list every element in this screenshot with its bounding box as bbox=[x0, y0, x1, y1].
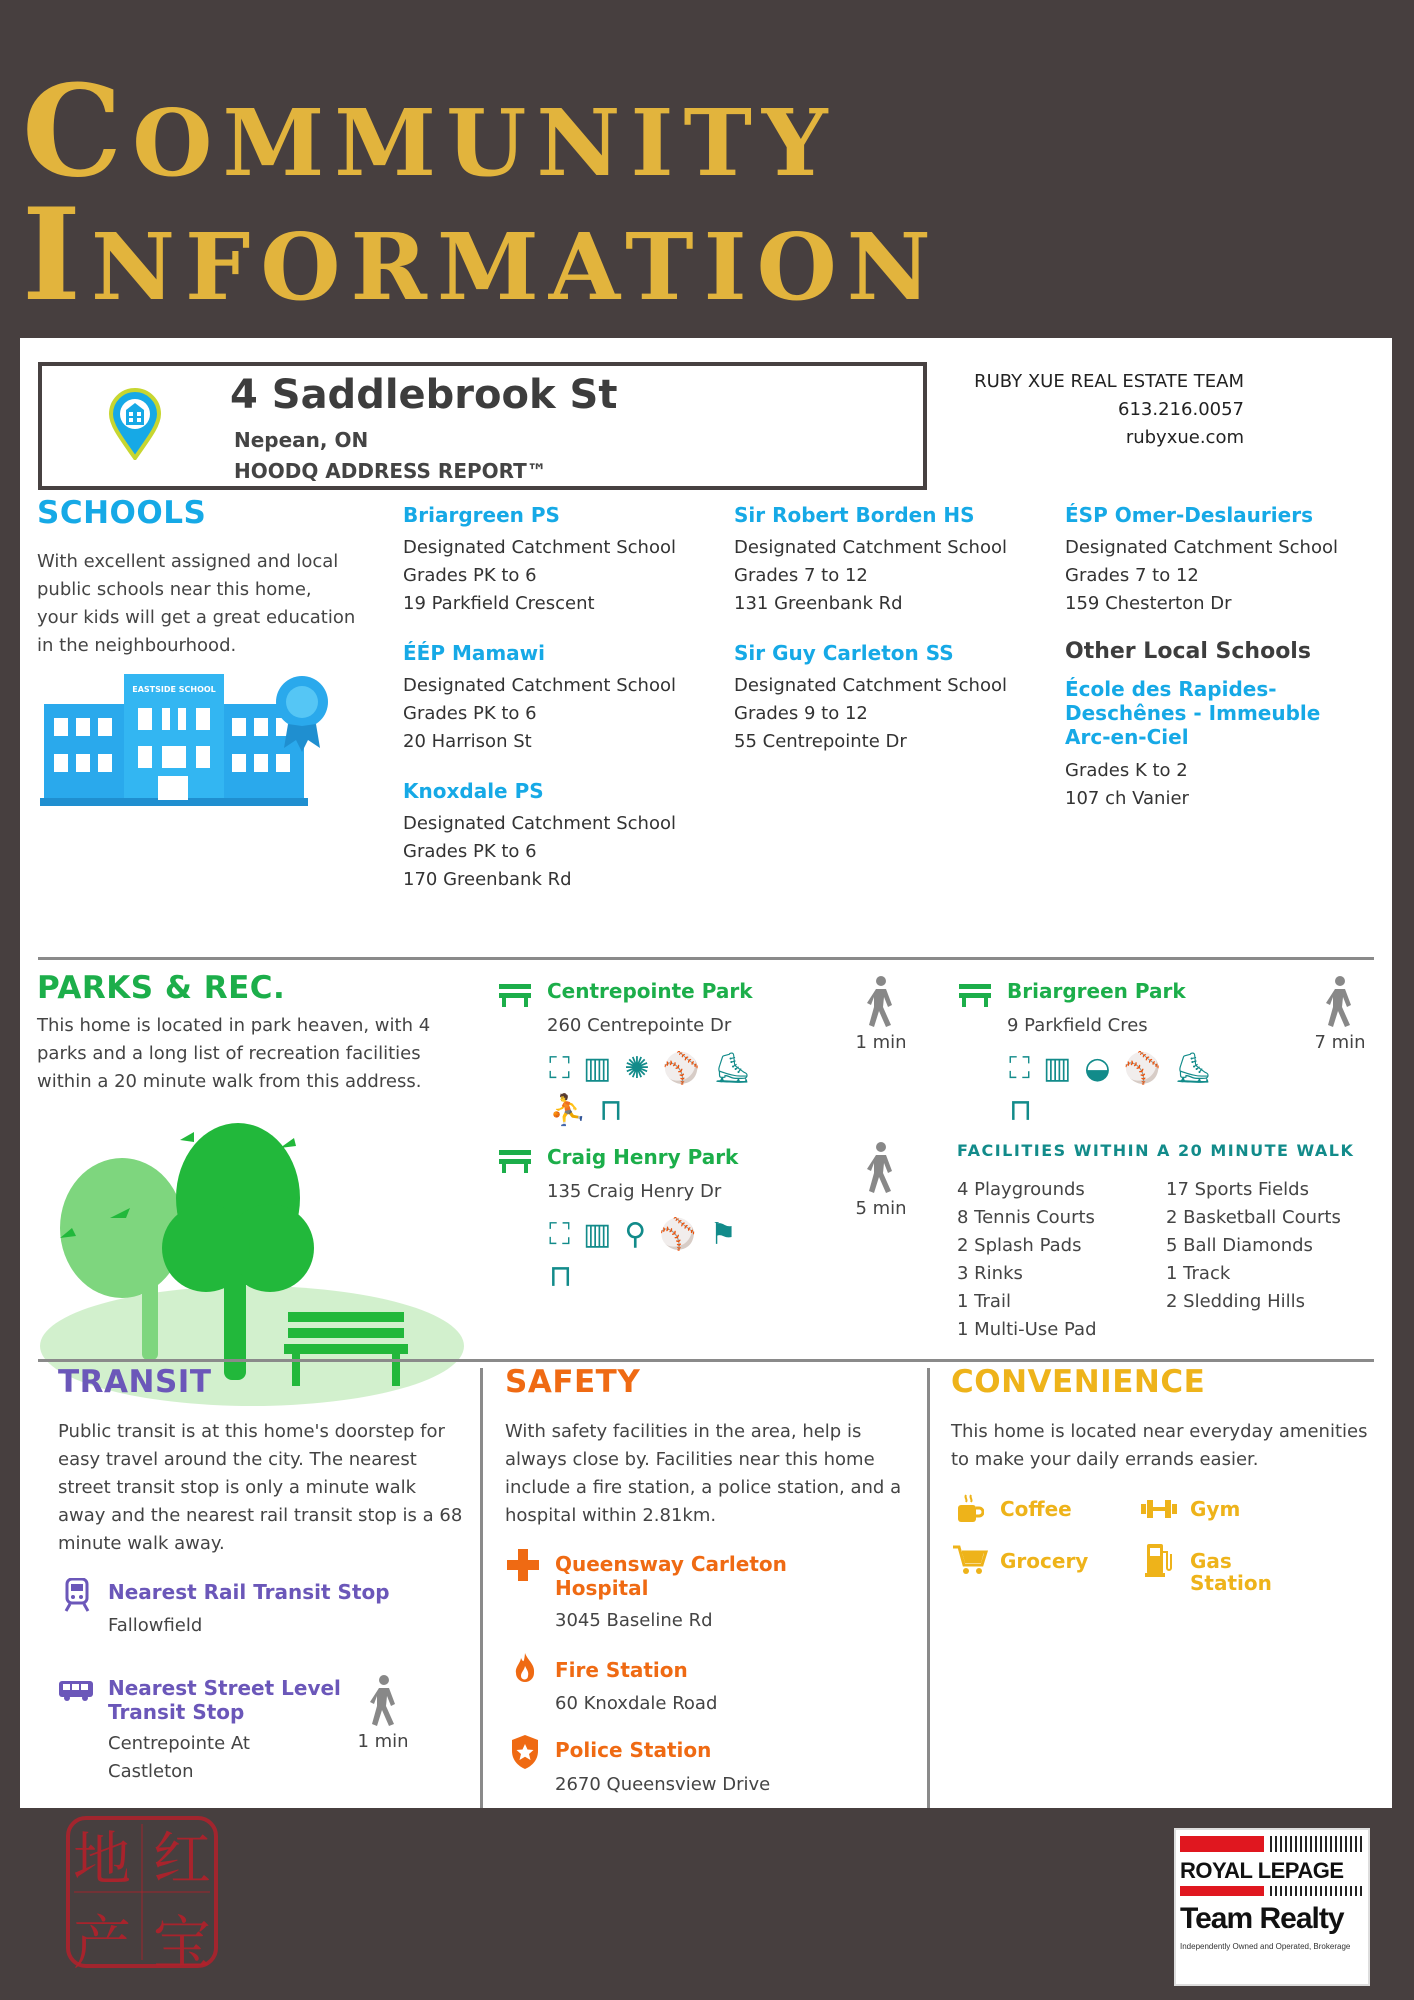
rink-icon: ⛸ bbox=[1173, 1051, 1225, 1086]
school-sign: EASTSIDE SCHOOL bbox=[132, 685, 216, 694]
school-name[interactable]: Knoxdale PS bbox=[403, 779, 544, 803]
agent-team: RUBY XUE REAL ESTATE TEAM bbox=[974, 371, 1244, 392]
multi-use-pad-icon: ⊓ bbox=[1009, 1093, 1046, 1128]
track-icon: ⚑ bbox=[709, 1217, 750, 1252]
rail-stop-label[interactable]: Nearest Rail Transit Stop bbox=[108, 1580, 390, 1604]
schools-description: With excellent assigned and local public schools near this home, your kids will get a great education in the neighbourhood. bbox=[37, 551, 356, 656]
logo-tagline: Independently Owned and Operated, Brokerage bbox=[1180, 1942, 1351, 1951]
coffee-icon bbox=[956, 1494, 984, 1524]
school-address: 107 ch Vanier bbox=[1065, 788, 1189, 809]
tennis-court-icon: ⚲ bbox=[624, 1217, 660, 1252]
property-address: 4 Saddlebrook St bbox=[230, 372, 618, 418]
walk-time-centrepointe: 1 min bbox=[855, 1032, 907, 1053]
ball-diamond-icon: ⚾ bbox=[662, 1051, 713, 1086]
parks-title: PARKS & REC. bbox=[37, 970, 286, 1006]
facility-item: 1 Multi-Use Pad bbox=[957, 1319, 1097, 1340]
park-name-centrepointe[interactable]: Centrepointe Park bbox=[547, 979, 753, 1003]
fire-station-address: 60 Knoxdale Road bbox=[555, 1693, 718, 1714]
park-address-centrepointe: 260 Centrepointe Dr bbox=[547, 1015, 732, 1036]
ball-diamond-icon: ⚾ bbox=[659, 1217, 710, 1252]
royal-lepage-logo bbox=[1174, 1828, 1370, 1986]
walking-person-icon bbox=[366, 1674, 402, 1726]
school-address: 20 Harrison St bbox=[403, 731, 532, 752]
multi-use-pad-icon: ⊓ bbox=[549, 1259, 586, 1294]
school-grades: Grades PK to 6 bbox=[403, 565, 537, 586]
page-title-line2 bbox=[22, 181, 941, 329]
facility-item: 17 Sports Fields bbox=[1166, 1179, 1309, 1200]
school-name[interactable]: ÉÉP Mamawi bbox=[403, 641, 546, 665]
safety-description: With safety facilities in the area, help is always close by. Facilities near this home include a fire station, a police station, and a hospital within 2.81km. bbox=[505, 1421, 902, 1526]
walk-time-street-stop: 1 min bbox=[357, 1731, 409, 1752]
grocery-label[interactable]: Grocery bbox=[1000, 1549, 1089, 1573]
basketball-court-icon: ◒ bbox=[1084, 1051, 1124, 1086]
splash-pad-icon: ✺ bbox=[624, 1051, 663, 1086]
rail-stop-value: Fallowfield bbox=[108, 1615, 203, 1636]
seal-character: 红 bbox=[152, 1825, 211, 1893]
school-type: Designated Catchment School bbox=[403, 675, 676, 696]
school-other-local bbox=[1065, 677, 1365, 813]
park-address-briargreen: 9 Parkfield Cres bbox=[1007, 1015, 1148, 1036]
divider bbox=[38, 957, 1374, 960]
street-stop-label-line2: Transit Stop bbox=[108, 1700, 245, 1724]
divider-vertical bbox=[927, 1368, 930, 1808]
convenience-description: This home is located near everyday amenities to make your daily errands easier. bbox=[951, 1421, 1368, 1470]
logo-team-realty: Team Realty bbox=[1180, 1902, 1344, 1935]
school-grades: Grades 7 to 12 bbox=[734, 565, 868, 586]
title-initial-i: I bbox=[22, 181, 91, 329]
craig-henry-facility-icons bbox=[549, 1214, 849, 1304]
seal-character: 宝 bbox=[152, 1909, 211, 1977]
facility-item: 5 Ball Diamonds bbox=[1166, 1235, 1313, 1256]
school-address: 55 Centrepointe Dr bbox=[734, 731, 907, 752]
school-sir-guy-carleton bbox=[734, 641, 1034, 756]
report-title: HOODQ ADDRESS REPORT™ bbox=[234, 459, 547, 483]
park-name-craig-henry[interactable]: Craig Henry Park bbox=[547, 1145, 739, 1169]
facility-item: 2 Splash Pads bbox=[957, 1235, 1082, 1256]
street-stop-value-line1: Centrepointe At bbox=[108, 1733, 250, 1754]
facility-item: 1 Trail bbox=[957, 1291, 1011, 1312]
facility-item: 2 Sledding Hills bbox=[1166, 1291, 1305, 1312]
hospital-label-line1: Queensway Carleton bbox=[555, 1552, 787, 1576]
logo-stripe-graphic bbox=[1180, 1886, 1364, 1898]
seal-character: 地 bbox=[72, 1825, 131, 1893]
hospital-label-line2: Hospital bbox=[555, 1576, 649, 1600]
police-badge-icon bbox=[510, 1734, 540, 1770]
sports-field-icon: ▥ bbox=[1043, 1051, 1085, 1086]
park-address-craig-henry: 135 Craig Henry Dr bbox=[547, 1181, 722, 1202]
school-grades: Grades 7 to 12 bbox=[1065, 565, 1199, 586]
report-card bbox=[20, 338, 1392, 1808]
facility-item: 3 Rinks bbox=[957, 1263, 1023, 1284]
bus-icon bbox=[58, 1680, 94, 1702]
school-address: 159 Chesterton Dr bbox=[1065, 593, 1232, 614]
multi-use-pad-icon: ⊓ bbox=[599, 1093, 636, 1128]
fire-station-label[interactable]: Fire Station bbox=[555, 1658, 688, 1682]
trail-icon: ⛹ bbox=[549, 1093, 600, 1128]
school-type: Designated Catchment School bbox=[734, 537, 1007, 558]
parks-description: This home is located in park heaven, with 4 parks and a long list of recreation facilities within a 20 minute walk from this address. bbox=[37, 1015, 431, 1092]
walk-time-craig-henry: 5 min bbox=[855, 1198, 907, 1219]
logo-brand: ROYAL LEPAGE bbox=[1180, 1858, 1344, 1883]
divider bbox=[38, 1359, 1374, 1362]
street-stop-value-line2: Castleton bbox=[108, 1761, 194, 1782]
playground-icon: ⛶ bbox=[1009, 1051, 1043, 1086]
walking-person-icon bbox=[863, 975, 899, 1027]
walking-person-icon bbox=[1322, 975, 1358, 1027]
playground-icon: ⛶ bbox=[549, 1217, 583, 1252]
bench-icon bbox=[958, 982, 992, 1008]
school-esp-omer-deslauriers bbox=[1065, 503, 1375, 618]
park-name-briargreen[interactable]: Briargreen Park bbox=[1007, 979, 1186, 1003]
school-name[interactable]: École des Rapides-Deschênes - Immeuble Arc-en-Ciel bbox=[1065, 677, 1321, 749]
school-grades: Grades PK to 6 bbox=[403, 703, 537, 724]
school-grades: Grades PK to 6 bbox=[403, 841, 537, 862]
divider-vertical bbox=[480, 1368, 483, 1808]
street-stop-label[interactable] bbox=[108, 1676, 341, 1724]
street-stop-value bbox=[108, 1730, 250, 1786]
gym-icon bbox=[1140, 1498, 1178, 1520]
walking-person-icon bbox=[863, 1141, 899, 1193]
school-briargreen bbox=[403, 503, 703, 618]
fire-icon bbox=[514, 1652, 536, 1684]
school-eep-mamawi bbox=[403, 641, 703, 756]
walk-time-briargreen: 7 min bbox=[1314, 1032, 1366, 1053]
title-rest-1: OMMUNITY bbox=[132, 89, 838, 197]
school-type: Designated Catchment School bbox=[1065, 537, 1338, 558]
gas-station-icon bbox=[1144, 1542, 1172, 1578]
convenience-title: CONVENIENCE bbox=[951, 1364, 1206, 1400]
page-title-line1 bbox=[22, 57, 838, 205]
location-pin-icon bbox=[108, 388, 162, 460]
train-icon bbox=[64, 1578, 90, 1612]
rink-icon: ⛸ bbox=[712, 1051, 764, 1086]
facilities-left-list bbox=[957, 1176, 1157, 1344]
agent-phone: 613.216.0057 bbox=[1118, 399, 1244, 420]
facility-item: 4 Playgrounds bbox=[957, 1179, 1085, 1200]
title-rest-2: NFORMATION bbox=[90, 213, 941, 321]
hospital-label[interactable] bbox=[555, 1552, 787, 1600]
school-address: 170 Greenbank Rd bbox=[403, 869, 572, 890]
gas-station-label[interactable] bbox=[1190, 1550, 1272, 1594]
facilities-title: FACILITIES WITHIN A 20 MINUTE WALK bbox=[957, 1141, 1355, 1160]
school-address: 19 Parkfield Crescent bbox=[403, 593, 595, 614]
facility-item: 2 Basketball Courts bbox=[1166, 1207, 1341, 1228]
playground-icon: ⛶ bbox=[549, 1051, 583, 1086]
centrepointe-facility-icons bbox=[549, 1048, 849, 1138]
briargreen-facility-icons bbox=[1009, 1048, 1309, 1138]
gas-station-label-line1: Gas bbox=[1190, 1549, 1232, 1573]
agent-website: rubyxue.com bbox=[1125, 427, 1244, 448]
safety-title: SAFETY bbox=[505, 1364, 641, 1400]
chinese-seal bbox=[62, 1812, 222, 1977]
bench-icon bbox=[498, 1148, 532, 1174]
school-knoxdale bbox=[403, 779, 703, 894]
school-grades: Grades 9 to 12 bbox=[734, 703, 868, 724]
school-type: Designated Catchment School bbox=[403, 813, 676, 834]
ball-diamond-icon: ⚾ bbox=[1123, 1051, 1174, 1086]
seal-character: 产 bbox=[72, 1909, 131, 1977]
coffee-label[interactable]: Coffee bbox=[1000, 1497, 1072, 1521]
hospital-address: 3045 Baseline Rd bbox=[555, 1610, 713, 1631]
school-name[interactable]: Sir Guy Carleton SS bbox=[734, 641, 954, 665]
street-stop-label-line1: Nearest Street Level bbox=[108, 1676, 341, 1700]
police-station-label[interactable]: Police Station bbox=[555, 1738, 712, 1762]
gas-station-label-line2: Station bbox=[1190, 1571, 1272, 1595]
school-type: Designated Catchment School bbox=[734, 675, 1007, 696]
school-address: 131 Greenbank Rd bbox=[734, 593, 903, 614]
property-city: Nepean, ON bbox=[234, 428, 369, 452]
school-grades: Grades K to 2 bbox=[1065, 760, 1188, 781]
facility-item: 8 Tennis Courts bbox=[957, 1207, 1095, 1228]
grocery-cart-icon bbox=[952, 1544, 988, 1576]
sports-field-icon: ▥ bbox=[583, 1217, 625, 1252]
gym-label[interactable]: Gym bbox=[1190, 1497, 1241, 1521]
sports-field-icon: ▥ bbox=[583, 1051, 625, 1086]
police-station-address: 2670 Queensview Drive bbox=[555, 1774, 771, 1795]
school-type: Designated Catchment School bbox=[403, 537, 676, 558]
schools-title: SCHOOLS bbox=[37, 495, 207, 531]
facility-item: 1 Track bbox=[1166, 1263, 1231, 1284]
school-sir-robert-borden bbox=[734, 503, 1034, 618]
school-building-icon bbox=[40, 668, 340, 806]
school-name[interactable]: ÉSP Omer-Deslauriers bbox=[1065, 503, 1313, 527]
logo-stripe-graphic bbox=[1180, 1836, 1364, 1854]
bench-icon bbox=[498, 982, 532, 1008]
title-initial-c: C bbox=[22, 57, 133, 205]
transit-title: TRANSIT bbox=[58, 1364, 212, 1400]
school-name[interactable]: Sir Robert Borden HS bbox=[734, 503, 975, 527]
other-schools-title: Other Local Schools bbox=[1065, 639, 1311, 664]
facilities-right-list bbox=[1166, 1176, 1376, 1316]
school-name[interactable]: Briargreen PS bbox=[403, 503, 560, 527]
hospital-cross-icon bbox=[506, 1548, 540, 1582]
transit-description: Public transit is at this home's doorstep for easy travel around the city. The nearest street transit stop is only a minute walk away and the nearest rail transit stop is a 68 minute walk away. bbox=[58, 1421, 463, 1554]
